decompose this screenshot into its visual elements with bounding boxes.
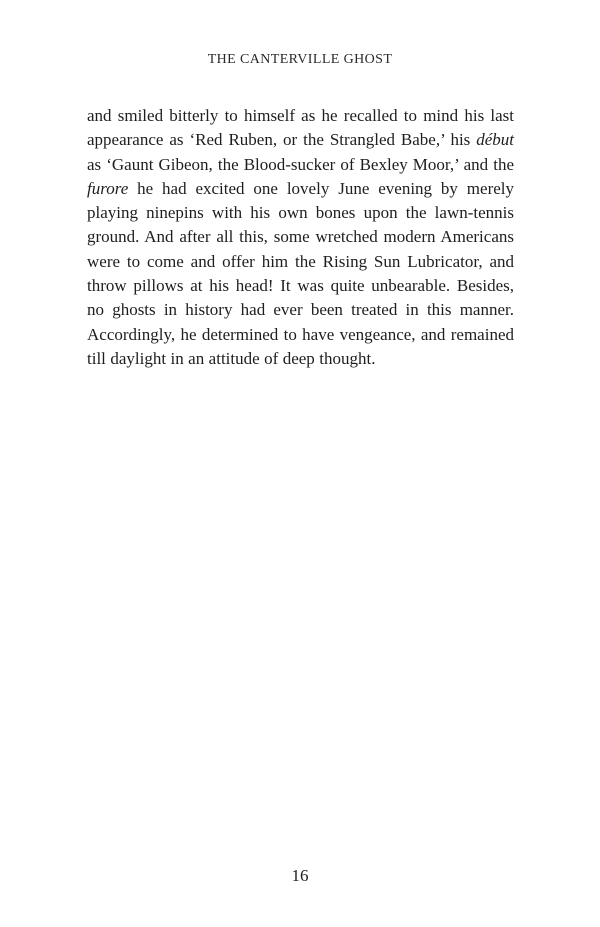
italic-word-debut: début xyxy=(476,130,514,150)
running-header-title: THE CANTERVILLE GHOST xyxy=(207,52,393,67)
body-paragraph xyxy=(87,104,514,371)
page-number: 16 xyxy=(291,866,309,885)
body-text-segment: as ‘Gaunt Gibeon, the Blood-sucker of Bexley Moor,’ and the xyxy=(87,154,514,174)
body-text-segment: he had excited one lovely June evening by merely playing ninepins with his own bones upon the lawn-tennis ground. And after all this, some wretched modern Americans were to come and offer him the Rising Sun Lubricator, and throw pillows at his head! It was quite unbearable. Besides, no ghosts in history had ever been treated in this manner. Accordingly, he determined to have vengeance, and remained till daylight in an attitude of deep thought. xyxy=(87,178,514,368)
body-text-segment: and smiled bitterly to himself as he recalled to mind his last appearance as ‘Red Ruben, or the Strangled Babe,’ his xyxy=(87,106,514,150)
italic-word-furore: furore xyxy=(87,178,129,198)
